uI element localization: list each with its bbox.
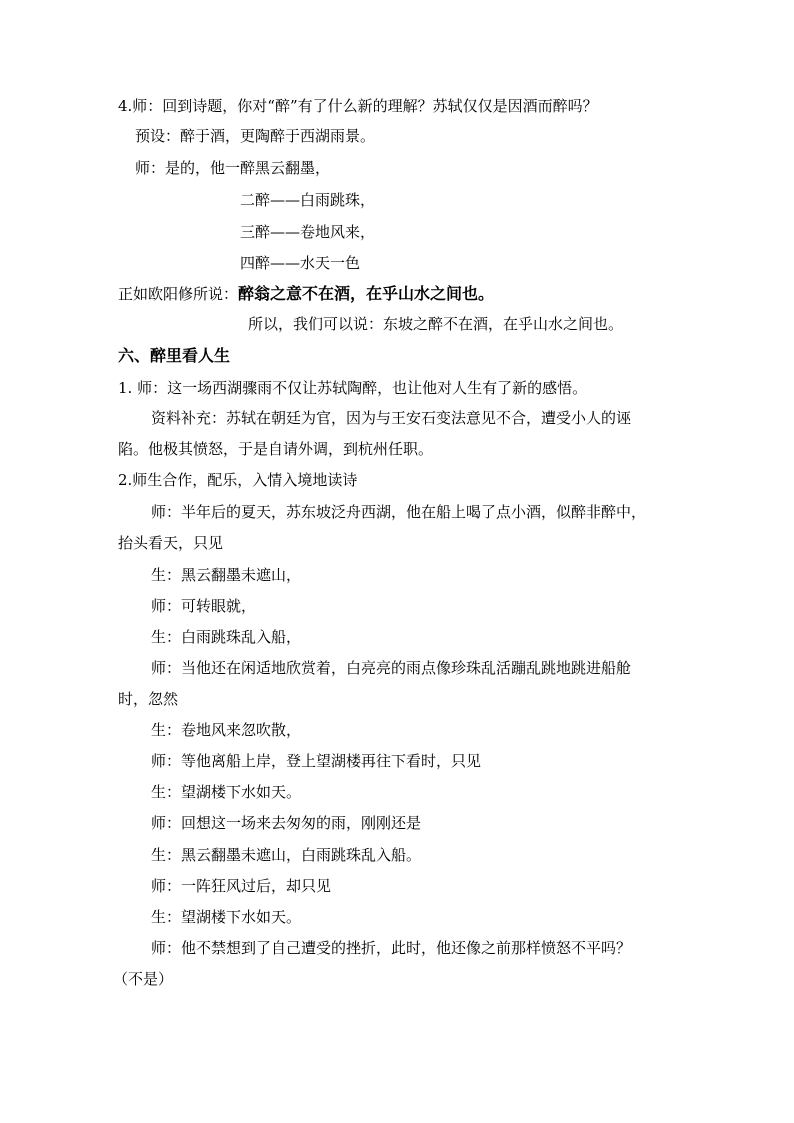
supplement-line-1: 资料补充：苏轼在朝廷为官，因为与王安石变法意见不合，遭受小人的诬 <box>151 409 632 427</box>
dialogue-student-1: 生：黑云翻墨未遮山， <box>151 566 302 584</box>
fourth-drunk-line: 四醉——水天一色 <box>240 254 361 272</box>
dialogue-teacher-3a: 师：当他还在闲适地欣赏着，白亮亮的雨点像珍珠乱活蹦乱跳地跳进船舱 <box>151 659 632 677</box>
dialogue-teacher-1a: 师：半年后的夏天，苏东坡泛舟西湖，他在船上喝了点小酒，似醉非醉中， <box>151 503 647 521</box>
section-6-heading: 六、醉里看人生 <box>118 346 231 365</box>
quote-intro: 正如欧阳修所说： <box>118 285 239 303</box>
ouyang-quote-line <box>118 284 494 304</box>
dialogue-student-2: 生：白雨跳珠乱入船， <box>151 628 302 646</box>
answer-not: （不是） <box>113 970 174 988</box>
preset-answer-line: 预设：醉于酒，更陶醉于西湖雨景。 <box>135 127 376 145</box>
dialogue-student-4: 生：望湖楼下水如天。 <box>151 783 302 801</box>
teacher-line: 师：是的，他一醉黑云翻墨， <box>135 159 331 177</box>
supplement-line-2: 陷。他极其愤怒，于是自请外调，到杭州任职。 <box>118 440 434 458</box>
dialogue-teacher-1b: 抬头看天，只见 <box>118 534 224 552</box>
item-1-line: 1. 师：这一场西湖骤雨不仅让苏轼陶醉，也让他对人生有了新的感悟。 <box>118 379 588 397</box>
third-drunk-line: 三醉——卷地风来， <box>240 223 376 241</box>
dialogue-teacher-5: 师：回想这一场来去匆匆的雨，刚刚还是 <box>151 814 422 832</box>
dialogue-student-6: 生：望湖楼下水如天。 <box>151 908 302 926</box>
quote-bold: 醉翁之意不在酒，在乎山水之间也。 <box>238 284 495 303</box>
item-2-line: 2.师生合作，配乐，入情入境地读诗 <box>118 471 358 489</box>
conclusion-line: 所以，我们可以说：东坡之醉不在酒，在乎山水之间也。 <box>248 315 624 333</box>
dialogue-student-5: 生：黑云翻墨未遮山，白雨跳珠乱入船。 <box>151 846 422 864</box>
dialogue-teacher-6: 师：一阵狂风过后，却只见 <box>151 877 332 895</box>
second-drunk-line: 二醉——白雨跳珠， <box>240 191 376 209</box>
dialogue-student-3: 生：卷地风来忽吹散， <box>151 721 302 739</box>
dialogue-teacher-2: 师：可转眼就， <box>151 597 257 615</box>
dialogue-teacher-3b: 时，忽然 <box>118 690 179 708</box>
question-4-line: 4.师：回到诗题，你对“醉”有了什么新的理解？苏轼仅仅是因酒而醉吗？ <box>118 97 598 115</box>
dialogue-teacher-7: 师：他不禁想到了自己遭受的挫折，此时，他还像之前那样愤怒不平吗？ <box>151 939 632 957</box>
dialogue-teacher-4: 师：等他离船上岸，登上望湖楼再往下看时，只见 <box>151 752 482 770</box>
